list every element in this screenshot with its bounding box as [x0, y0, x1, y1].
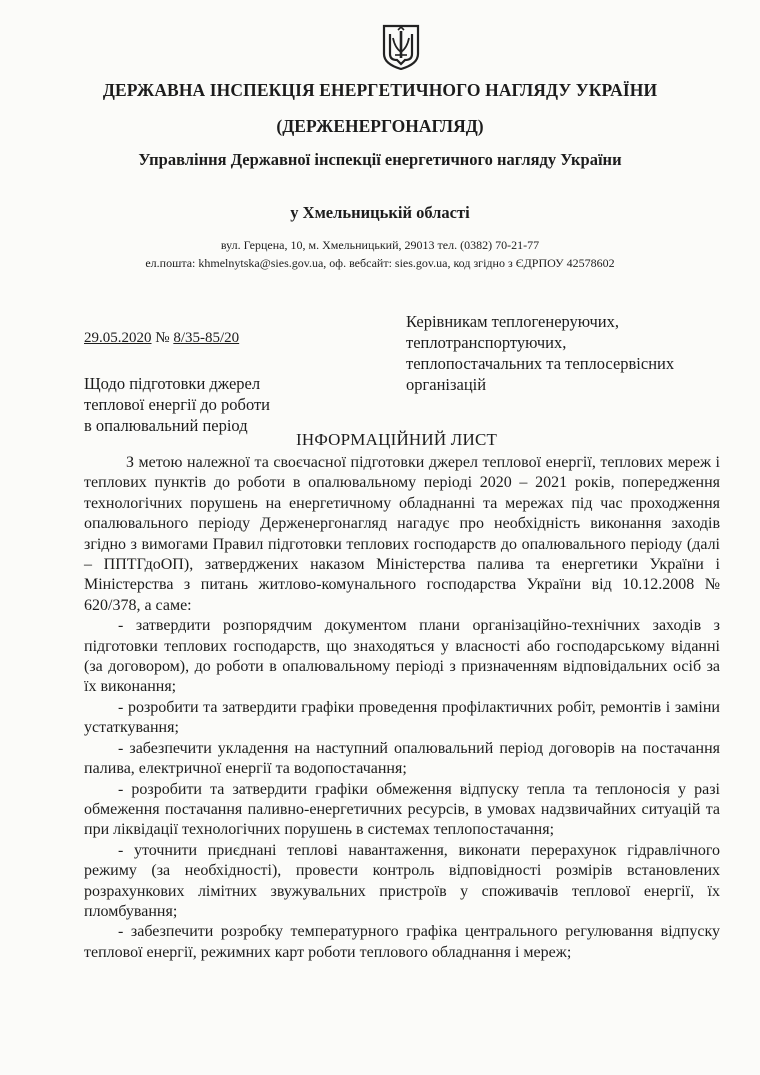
list-item: - забезпечити розробку температурного графіка центрального регулювання відпуску теплової енергії, режимних карт роботи теплового обладнання і мереж;: [84, 923, 720, 961]
list-item: - розробити та затвердити графіки проведення профілактичних робіт, ремонтів і заміни устаткування;: [84, 698, 720, 737]
address-line: вул. Герцена, 10, м. Хмельницький, 29013 тел. (0382) 70-21-77: [220, 238, 540, 252]
reference-line: [84, 330, 239, 347]
list-item: - уточнити приєднані теплові навантаження, виконати перерахунок гідравлічного режиму (за необхідності), провести контроль відповідності розмірів встановлених розрахункових лімітних звужувальних пристроїв у споживачів теплової енергії, їх пломбування;: [84, 841, 720, 920]
number-sign: №: [155, 330, 170, 346]
list-item: - розробити та затвердити графіки обмеження відпуску тепла та теплоносія у разі обмеження постачання паливно-енергетичних ресурсів, в умовах надзвичайних ситуацій та при ліквідації технологічних порушень в системах теплопостачання;: [84, 780, 720, 839]
letter-body: [84, 453, 720, 963]
reference-date: 29.05.2020: [84, 330, 152, 346]
contacts-line: ел.пошта: khmelnytska@sies.gov.ua, оф. вебсайт: sies.gov.ua, код згідно з ЄДРПОУ 42578602: [145, 256, 615, 270]
agency-name: ДЕРЖАВНА ІНСПЕКЦІЯ ЕНЕРГЕТИЧНОГО НАГЛЯДУ УКРАЇНИ: [102, 80, 658, 100]
region-name: у Хмельницькій області: [290, 203, 470, 222]
agency-short-name: (ДЕРЖЕНЕРГОНАГЛЯД): [276, 116, 484, 136]
subject-block: Щодо підготовки джерел теплової енергії до роботи в опалювальний період: [84, 374, 271, 435]
reference-number: 8/35-85/20: [173, 330, 240, 346]
intro-paragraph: З метою належної та своєчасної підготовки джерел теплової енергії, теплових мереж і теплових пунктів до роботи в опалювальному періоді 2020 – 2021 років, попередження технологічних порушень на енергетичному обладнанні та мережах під час проходження опалювального періоду Держенергонагляд нагадує про необхідність виконання заходів згідно з вимогами Правил підготовки теплових господарств до опалювального періоду (далі – ППТГдоОП), затверджених наказом Міністерства палива та енергетики України і Міністерства з питань житлово-комунального господарства України від 10.12.2008 № 620/378, а саме:: [84, 454, 720, 614]
list-item: - забезпечити укладення на наступний опалювальний період договорів на постачання палива, електричної енергії та водопостачання;: [84, 739, 720, 778]
recipient-block: Керівникам теплогенеруючих, теплотранспортуючих, теплопостачальних та теплосервісних організацій: [406, 312, 675, 394]
coat-of-arms-icon: [382, 24, 420, 70]
list-item: - затвердити розпорядчим документом плани організаційно-технічних заходів з підготовки теплових господарств, що знаходяться у власності або господарському віданні (за договором), до роботи в опалювальному періоді з призначенням відповідальних осіб за їх виконання;: [84, 617, 720, 696]
document-title: ІНФОРМАЦІЙНИЙ ЛИСТ: [296, 430, 498, 449]
department-name: Управління Державної інспекції енергетичного нагляду України: [138, 150, 622, 169]
